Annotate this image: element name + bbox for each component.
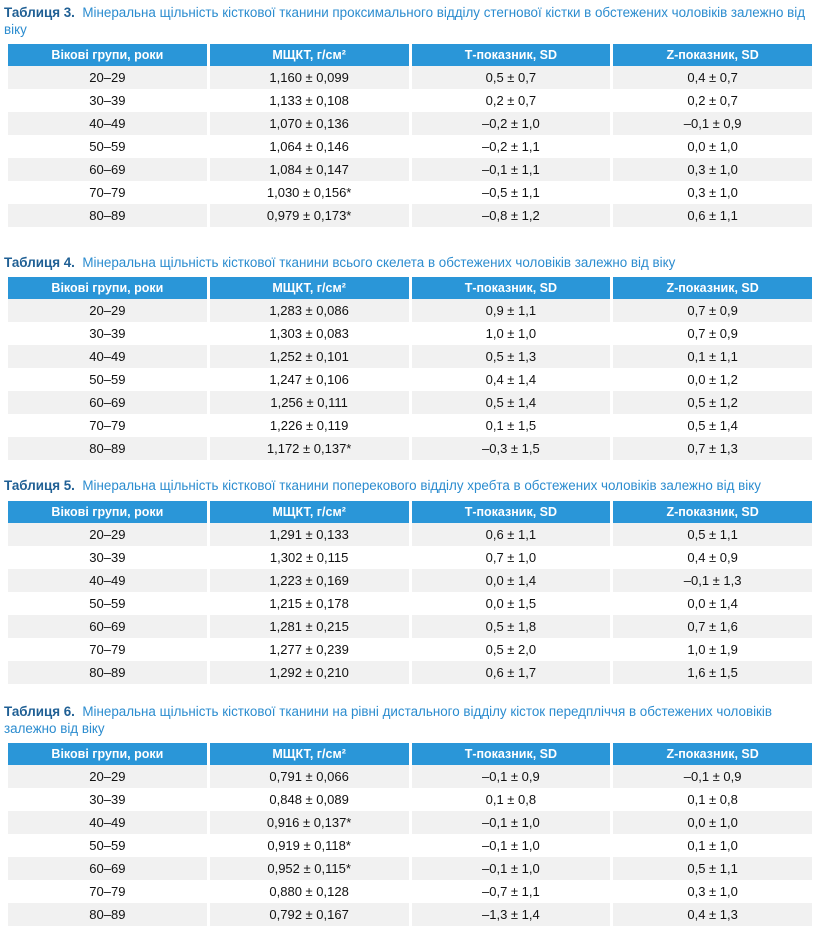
table-cell: 1,291 ± 0,133 — [210, 523, 409, 546]
table-6-title: Мінеральна щільність кісткової тканини на рівні дистального відділу кісток передпліччя в обстежених чоловіків залежно від віку — [4, 704, 773, 736]
table-3-caption — [4, 4, 812, 38]
table-cell: –0,3 ± 1,5 — [412, 437, 611, 460]
table-row — [8, 89, 812, 112]
column-header: МЩКТ, г/см² — [210, 501, 409, 523]
table-cell: 0,5 ± 1,3 — [412, 345, 611, 368]
table-cell: 1,281 ± 0,215 — [210, 615, 409, 638]
table-row — [8, 414, 812, 437]
column-header: Z-показник, SD — [613, 743, 812, 765]
table-cell: 70–79 — [8, 414, 207, 437]
table-cell: 40–49 — [8, 569, 207, 592]
table-cell: 30–39 — [8, 546, 207, 569]
table-row — [8, 834, 812, 857]
table-5 — [5, 501, 815, 684]
table-row — [8, 181, 812, 204]
column-header: Вікові групи, роки — [8, 743, 207, 765]
table-cell: –0,1 ± 1,1 — [412, 158, 611, 181]
column-header: Z-показник, SD — [613, 501, 812, 523]
table-cell: 0,1 ± 0,8 — [613, 788, 812, 811]
table-cell: –0,7 ± 1,1 — [412, 880, 611, 903]
table-cell: 1,172 ± 0,137* — [210, 437, 409, 460]
table-cell: 60–69 — [8, 158, 207, 181]
table-cell: 30–39 — [8, 788, 207, 811]
column-header: Т-показник, SD — [412, 501, 611, 523]
table-cell: 0,5 ± 1,2 — [613, 391, 812, 414]
table-cell: 0,3 ± 1,0 — [613, 880, 812, 903]
table-cell: 0,5 ± 0,7 — [412, 66, 611, 89]
table-4 — [5, 277, 815, 460]
table-cell: 0,7 ± 1,6 — [613, 615, 812, 638]
table-cell: 0,952 ± 0,115* — [210, 857, 409, 880]
table-cell: 0,848 ± 0,089 — [210, 788, 409, 811]
table-cell: 0,6 ± 1,1 — [412, 523, 611, 546]
table-row — [8, 322, 812, 345]
table-3-label: Таблиця 3. — [4, 5, 75, 20]
table-cell: 0,979 ± 0,173* — [210, 204, 409, 227]
table-cell: 0,0 ± 1,4 — [613, 592, 812, 615]
table-cell: –0,2 ± 1,0 — [412, 112, 611, 135]
table-cell: 0,1 ± 1,5 — [412, 414, 611, 437]
table-cell: 1,277 ± 0,239 — [210, 638, 409, 661]
table-row — [8, 368, 812, 391]
table-cell: 0,4 ± 0,9 — [613, 546, 812, 569]
table-cell: 0,1 ± 0,8 — [412, 788, 611, 811]
table-cell: 1,215 ± 0,178 — [210, 592, 409, 615]
table-6-caption — [4, 703, 812, 737]
table-6 — [5, 743, 815, 926]
table-cell: 1,133 ± 0,108 — [210, 89, 409, 112]
table-row — [8, 135, 812, 158]
table-cell: 1,160 ± 0,099 — [210, 66, 409, 89]
column-header: Т-показник, SD — [412, 44, 611, 66]
column-header: Т-показник, SD — [412, 743, 611, 765]
table-cell: 0,0 ± 1,0 — [613, 811, 812, 834]
table-cell: 20–29 — [8, 523, 207, 546]
table-cell: 40–49 — [8, 112, 207, 135]
table-cell: 0,5 ± 1,1 — [613, 857, 812, 880]
table-cell: 0,9 ± 1,1 — [412, 299, 611, 322]
table-cell: 1,302 ± 0,115 — [210, 546, 409, 569]
table-cell: 1,0 ± 1,0 — [412, 322, 611, 345]
table-6-label: Таблиця 6. — [4, 704, 75, 719]
table-row — [8, 615, 812, 638]
table-cell: 80–89 — [8, 437, 207, 460]
table-row — [8, 592, 812, 615]
table-row — [8, 299, 812, 322]
table-cell: 80–89 — [8, 661, 207, 684]
table-cell: 50–59 — [8, 368, 207, 391]
table-cell: 0,5 ± 1,8 — [412, 615, 611, 638]
table-row — [8, 880, 812, 903]
table-row — [8, 391, 812, 414]
column-header: Вікові групи, роки — [8, 277, 207, 299]
table-cell: –0,8 ± 1,2 — [412, 204, 611, 227]
table-cell: 60–69 — [8, 615, 207, 638]
table-header-row — [8, 44, 812, 66]
table-cell: –1,3 ± 1,4 — [412, 903, 611, 926]
table-cell: 0,2 ± 0,7 — [412, 89, 611, 112]
table-row — [8, 811, 812, 834]
table-cell: 0,5 ± 2,0 — [412, 638, 611, 661]
column-header: Вікові групи, роки — [8, 44, 207, 66]
column-header: Z-показник, SD — [613, 277, 812, 299]
table-cell: 1,070 ± 0,136 — [210, 112, 409, 135]
table-cell: 50–59 — [8, 834, 207, 857]
table-cell: 0,0 ± 1,2 — [613, 368, 812, 391]
table-cell: 0,5 ± 1,1 — [613, 523, 812, 546]
table-cell: 40–49 — [8, 811, 207, 834]
table-cell: 0,4 ± 0,7 — [613, 66, 812, 89]
table-row — [8, 66, 812, 89]
table-cell: 0,0 ± 1,4 — [412, 569, 611, 592]
table-row — [8, 903, 812, 926]
table-cell: 50–59 — [8, 135, 207, 158]
table-header-row — [8, 743, 812, 765]
table-row — [8, 765, 812, 788]
table-cell: 80–89 — [8, 204, 207, 227]
table-cell: 0,1 ± 1,1 — [613, 345, 812, 368]
table-cell: 70–79 — [8, 638, 207, 661]
table-cell: 0,7 ± 1,3 — [613, 437, 812, 460]
table-cell: 0,7 ± 0,9 — [613, 299, 812, 322]
table-cell: –0,1 ± 0,9 — [613, 765, 812, 788]
table-cell: 1,252 ± 0,101 — [210, 345, 409, 368]
table-cell: 60–69 — [8, 391, 207, 414]
column-header: Z-показник, SD — [613, 44, 812, 66]
table-row — [8, 523, 812, 546]
table-row — [8, 112, 812, 135]
table-cell: 0,3 ± 1,0 — [613, 181, 812, 204]
table-cell: –0,1 ± 1,0 — [412, 811, 611, 834]
table-row — [8, 345, 812, 368]
table-4-caption — [4, 254, 812, 271]
table-cell: 0,919 ± 0,118* — [210, 834, 409, 857]
table-cell: 1,226 ± 0,119 — [210, 414, 409, 437]
table-cell: 30–39 — [8, 322, 207, 345]
table-row — [8, 204, 812, 227]
table-cell: 0,6 ± 1,1 — [613, 204, 812, 227]
table-row — [8, 638, 812, 661]
table-cell: 0,4 ± 1,4 — [412, 368, 611, 391]
table-cell: 0,7 ± 1,0 — [412, 546, 611, 569]
table-row — [8, 661, 812, 684]
table-3 — [5, 44, 815, 227]
table-cell: 1,283 ± 0,086 — [210, 299, 409, 322]
table-cell: 1,223 ± 0,169 — [210, 569, 409, 592]
table-cell: 0,7 ± 0,9 — [613, 322, 812, 345]
table-cell: 70–79 — [8, 880, 207, 903]
table-row — [8, 158, 812, 181]
table-cell: 50–59 — [8, 592, 207, 615]
column-header: МЩКТ, г/см² — [210, 277, 409, 299]
table-cell: 0,2 ± 0,7 — [613, 89, 812, 112]
table-3-title: Мінеральна щільність кісткової тканини проксимального відділу стегнової кістки в обстежених чоловіків залежно від віку — [4, 5, 806, 37]
table-cell: 40–49 — [8, 345, 207, 368]
table-cell: –0,1 ± 1,0 — [412, 857, 611, 880]
table-5-title: Мінеральна щільність кісткової тканини поперекового відділу хребта в обстежених чоловіків залежно від віку — [82, 478, 761, 493]
table-cell: 0,1 ± 1,0 — [613, 834, 812, 857]
table-cell: 0,0 ± 1,0 — [613, 135, 812, 158]
table-cell: 1,064 ± 0,146 — [210, 135, 409, 158]
column-header: МЩКТ, г/см² — [210, 44, 409, 66]
table-header-row — [8, 501, 812, 523]
table-cell: 0,916 ± 0,137* — [210, 811, 409, 834]
table-5-label: Таблиця 5. — [4, 478, 75, 493]
column-header: Т-показник, SD — [412, 277, 611, 299]
table-cell: 80–89 — [8, 903, 207, 926]
table-row — [8, 857, 812, 880]
table-cell: 0,5 ± 1,4 — [412, 391, 611, 414]
table-cell: 1,0 ± 1,9 — [613, 638, 812, 661]
table-row — [8, 437, 812, 460]
table-4-title: Мінеральна щільність кісткової тканини всього скелета в обстежених чоловіків залежно від віку — [82, 255, 676, 270]
table-cell: 0,5 ± 1,4 — [613, 414, 812, 437]
table-header-row — [8, 277, 812, 299]
table-cell: 60–69 — [8, 857, 207, 880]
table-5-caption — [4, 477, 812, 494]
table-cell: 1,030 ± 0,156* — [210, 181, 409, 204]
table-cell: 1,084 ± 0,147 — [210, 158, 409, 181]
table-cell: 0,791 ± 0,066 — [210, 765, 409, 788]
table-cell: –0,5 ± 1,1 — [412, 181, 611, 204]
table-row — [8, 569, 812, 592]
column-header: Вікові групи, роки — [8, 501, 207, 523]
table-cell: 1,292 ± 0,210 — [210, 661, 409, 684]
table-cell: 70–79 — [8, 181, 207, 204]
table-cell: 0,792 ± 0,167 — [210, 903, 409, 926]
table-cell: 0,6 ± 1,7 — [412, 661, 611, 684]
table-cell: –0,1 ± 0,9 — [412, 765, 611, 788]
table-cell: 20–29 — [8, 765, 207, 788]
table-cell: –0,1 ± 1,3 — [613, 569, 812, 592]
table-cell: –0,1 ± 0,9 — [613, 112, 812, 135]
table-cell: 0,3 ± 1,0 — [613, 158, 812, 181]
table-cell: 20–29 — [8, 66, 207, 89]
table-cell: –0,1 ± 1,0 — [412, 834, 611, 857]
table-cell: 0,4 ± 1,3 — [613, 903, 812, 926]
table-row — [8, 546, 812, 569]
table-4-label: Таблиця 4. — [4, 255, 75, 270]
table-cell: 0,880 ± 0,128 — [210, 880, 409, 903]
table-cell: 1,247 ± 0,106 — [210, 368, 409, 391]
column-header: МЩКТ, г/см² — [210, 743, 409, 765]
table-cell: 1,256 ± 0,111 — [210, 391, 409, 414]
table-cell: 20–29 — [8, 299, 207, 322]
table-cell: 30–39 — [8, 89, 207, 112]
table-cell: 0,0 ± 1,5 — [412, 592, 611, 615]
table-cell: –0,2 ± 1,1 — [412, 135, 611, 158]
table-cell: 1,303 ± 0,083 — [210, 322, 409, 345]
table-row — [8, 788, 812, 811]
table-cell: 1,6 ± 1,5 — [613, 661, 812, 684]
